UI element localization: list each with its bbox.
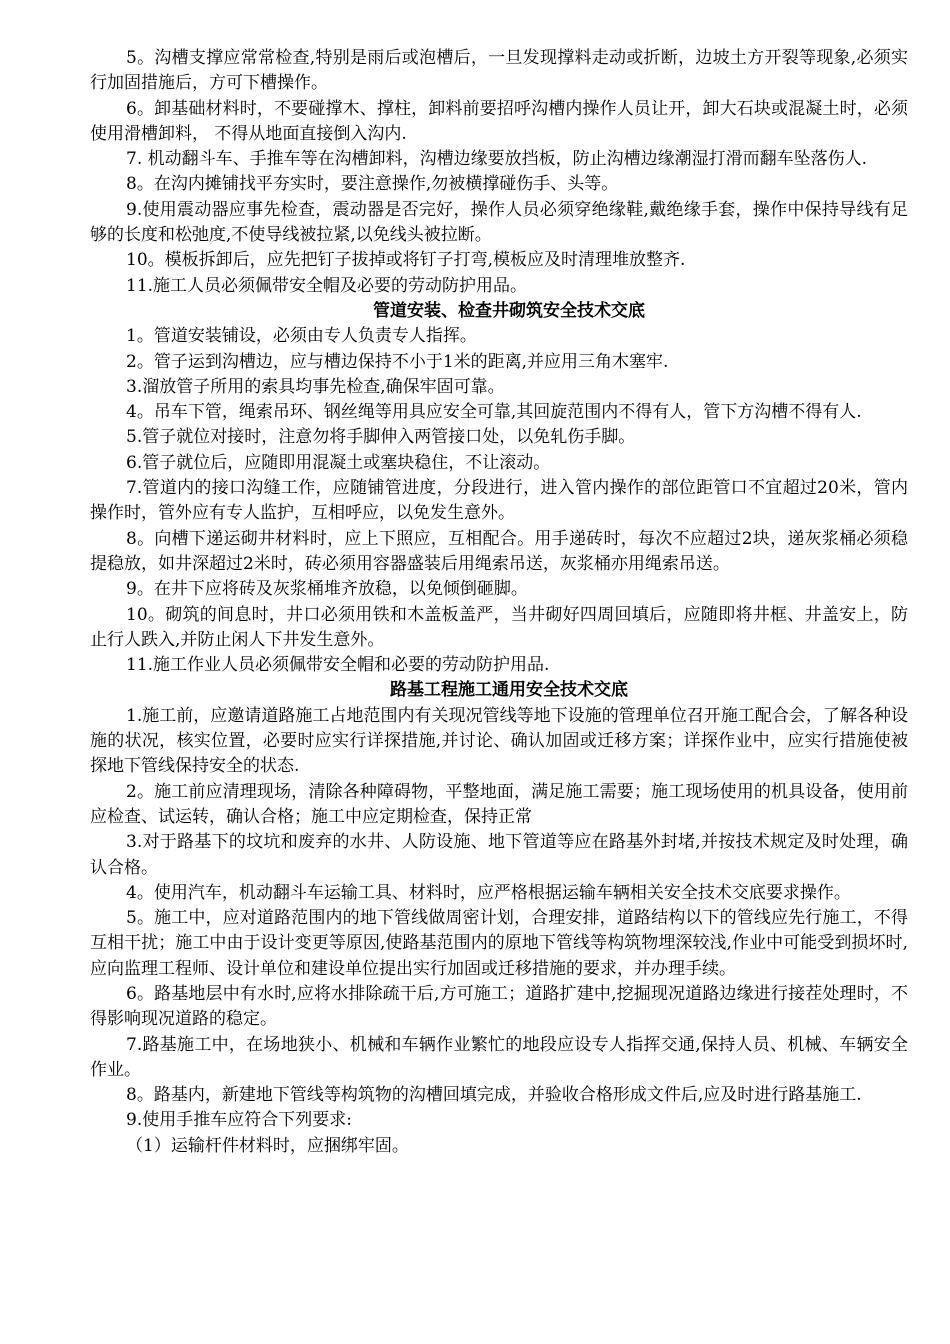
paragraph: 3.对于路基下的坟坑和废弃的水井、人防设施、地下管道等应在路基外封堵,并按技术规定及时处理，确认合格。 <box>90 832 908 878</box>
paragraph: 9。在井下应将砖及灰浆桶堆齐放稳，以免倾倒砸脚。 <box>126 579 528 600</box>
paragraph: 9.使用震动器应事先检查，震动器是否完好，操作人员必须穿绝缘鞋,戴绝缘手套，操作中保持导线有足够的长度和松弛度,不使导线被拉紧,以免线头被拉断。 <box>90 199 908 246</box>
paragraph: 5。沟槽支撑应常常检查,特别是雨后或泡槽后，一旦发现撑料走动或折断，边坡土方开裂等现象,必须实行加固措施后，方可下槽操作。 <box>90 48 908 94</box>
paragraph: 8。路基内，新建地下管线等构筑物的沟槽回填完成，并验收合格形成文件后,应及时进行路基施工. <box>126 1085 862 1106</box>
paragraph: 1。管道安装铺设，必须由专人负责专人指挥。 <box>126 326 477 347</box>
paragraph: 6。卸基础材料时，不要碰撑木、撑柱，卸料前要招呼沟槽内操作人员让开，卸大石块或混凝土时，必须使用滑槽卸料， 不得从地面直接倒入沟内. <box>90 98 908 144</box>
paragraph: 11.施工作业人员必须佩带安全帽和必要的劳动防护用品. <box>126 655 550 676</box>
paragraph: 7.路基施工中，在场地狭小、机械和车辆作业繁忙的地段应设专人指挥交通,保持人员、机械、车辆安全作业。 <box>90 1034 908 1080</box>
section-heading: 管道安装、检查井砌筑安全技术交底 <box>373 300 645 321</box>
paragraph: 6。路基地层中有水时,应将水排除疏干后,方可施工；道路扩建中,挖掘现况道路边缘进行接茬处理时，不得影响现况道路的稳定。 <box>90 983 908 1030</box>
paragraph: 10。模板拆卸后，应先把钉子拔掉或将钉子打弯,模板应及时清理堆放整齐. <box>126 250 686 271</box>
paragraph: 8。在沟内摊铺找平夯实时，要注意操作,勿被横撑碰伤手、头等。 <box>126 174 619 195</box>
paragraph: 1.施工前，应邀请道路施工占地范围内有关现况管线等地下设施的管理单位召开施工配合会，了解各种设施的状况，核实位置，必要时应实行详探措施,并讨论、确认加固或迁移方案；详探作业中，应实行措施使被探地下管线保持安全的状态. <box>90 705 908 777</box>
section-heading: 路基工程施工通用安全技术交底 <box>390 680 628 701</box>
paragraph: 2。管子运到沟槽边，应与槽边保持不小于1米的距离,并应用三角木塞牢. <box>126 351 669 372</box>
paragraph: 9.使用手推车应符合下列要求: <box>126 1110 352 1131</box>
paragraph: 4。使用汽车，机动翻斗车运输工具、材料时，应严格根据运输车辆相关安全技术交底要求操作。 <box>126 882 851 903</box>
paragraph: 11.施工人员必须佩带安全帽及必要的劳动防护用品。 <box>126 275 528 296</box>
paragraph: 3.溜放管子所用的索具均事先检查,确保牢固可靠。 <box>126 376 505 397</box>
paragraph: 4。吊车下管，绳索吊环、钢丝绳等用具应安全可靠,其回旋范围内不得有人，管下方沟槽不得有人. <box>126 402 862 423</box>
paragraph: 6.管子就位后，应随即用混凝土或塞块稳住，不让滚动。 <box>126 452 551 473</box>
paragraph: 2。施工前应清理现场，清除各种障碍物，平整地面，满足施工需要；施工现场使用的机具设备，使用前应检查、试运转，确认合格；施工中应定期检查，保持正常 <box>90 781 908 827</box>
paragraph: 5.管子就位对接时，注意勿将手脚伸入两管接口处，以免轧伤手脚。 <box>126 427 636 448</box>
document-page <box>90 46 908 1159</box>
paragraph: 7.管道内的接口沟缝工作，应随铺管进度，分段进行，进入管内操作的部位距管口不宜超过20米，管内操作时，管外应有专人监护，互相呼应，以免发生意外。 <box>90 478 908 524</box>
paragraph: 7. 机动翻斗车、手推车等在沟槽卸料，沟槽边缘要放挡板，防止沟槽边缘潮湿打滑而翻车坠落伤人. <box>126 149 868 170</box>
paragraph: 8。向槽下递运砌井材料时，应上下照应，互相配合。用手递砖时，每次不应超过2块，递灰浆桶必须稳提稳放，如井深超过2米时，砖必须用容器盛装后用绳索吊送，灰浆桶亦用绳索吊送。 <box>90 528 908 574</box>
paragraph: 10。砌筑的间息时，井口必须用铁和木盖板盖严，当井砌好四周回填后，应随即将井框、井盖安上，防止行人跌入,并防止闲人下井发生意外。 <box>90 604 908 650</box>
paragraph: 5。施工中，应对道路范围内的地下管线做周密计划，合理安排，道路结构以下的管线应先行施工，不得互相干扰；施工中由于设计变更等原因,使路基范围内的原地下管线等构筑物埋深较浅,作业中可能受到损坏时,应向监理工程师、设计单位和建设单位提出实行加固或迁移措施的要求，并办理手续。 <box>90 908 908 979</box>
paragraph: （1）运输杆件材料时，应捆绑牢固。 <box>126 1135 409 1156</box>
